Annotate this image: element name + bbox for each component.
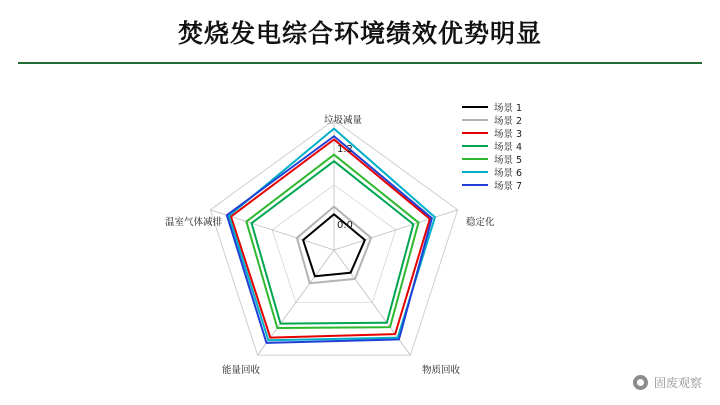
watermark-label: 固废观察 [653, 376, 702, 390]
legend-swatch-icon [462, 171, 488, 173]
legend-item[interactable] [462, 126, 582, 139]
title-divider [18, 62, 702, 64]
legend-item[interactable] [462, 152, 582, 165]
circle-logo-icon [633, 375, 648, 390]
radar-series-polygon [231, 140, 430, 338]
legend-item[interactable] [462, 100, 582, 113]
legend-item-label: 场景 7 [494, 180, 523, 192]
watermark [633, 374, 702, 391]
legend-item[interactable] [462, 165, 582, 178]
title-bar [0, 0, 720, 66]
legend-item-label: 场景 5 [494, 154, 523, 166]
radar-tick-label-1: 1.2 [337, 144, 353, 155]
legend-swatch-icon [462, 132, 488, 134]
legend-item[interactable] [462, 113, 582, 126]
radar-axis-label-4: 能量回收 [222, 365, 261, 376]
radar-axis-label-1: 垃圾减量 [324, 115, 363, 126]
legend-item-label: 场景 6 [494, 167, 523, 179]
page-title: 焚烧发电综合环境绩效优势明显 [177, 19, 542, 48]
radar-series [227, 129, 435, 343]
legend-item-label: 场景 1 [494, 102, 523, 114]
legend-item[interactable] [462, 139, 582, 152]
legend-item[interactable] [462, 178, 582, 191]
legend-item-label: 场景 4 [494, 141, 523, 153]
radar-axis-label-2: 稳定化 [466, 217, 495, 228]
legend-swatch-icon [462, 158, 488, 160]
radar-chart [0, 72, 720, 405]
radar-tick-label-2: 0.0 [337, 220, 353, 231]
legend-swatch-icon [462, 145, 488, 147]
legend-item-label: 场景 2 [494, 115, 523, 127]
radar-axis-label-5: 温室气体减排 [165, 217, 223, 228]
radar-axis-label-3: 物质回收 [422, 365, 461, 376]
legend-swatch-icon [462, 184, 488, 186]
legend-swatch-icon [462, 119, 488, 121]
chart-legend [462, 100, 582, 191]
legend-item-label: 场景 3 [494, 128, 523, 140]
legend-swatch-icon [462, 106, 488, 108]
